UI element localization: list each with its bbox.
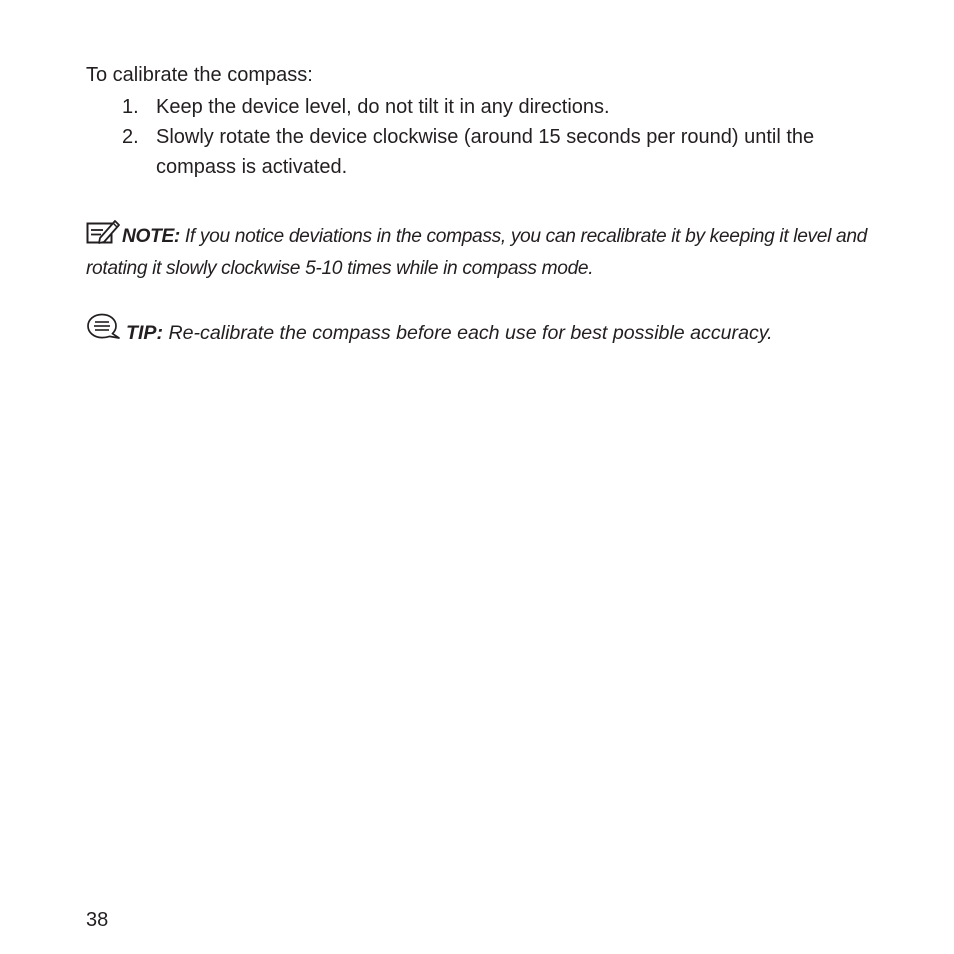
step-item [122,122,892,182]
step-text: Keep the device level, do not tilt it in any directions. [156,96,610,118]
speech-bubble-icon [86,312,124,350]
step-number: 1. [122,96,139,118]
tip-callout [86,312,886,350]
tip-label: TIP: [126,322,164,344]
calibration-steps [122,92,892,182]
note-label: NOTE: [122,226,180,247]
step-text: Slowly rotate the device clockwise (around 15 seconds per round) until the compass is activated. [156,126,815,178]
instruction-intro: To calibrate the compass: [86,64,313,86]
note-callout [86,219,886,283]
note-pencil-icon [86,219,120,254]
page-number: 38 [86,909,109,931]
step-item [122,92,892,122]
step-number: 2. [122,126,139,148]
note-text: If you notice deviations in the compass, you can recalibrate it by keeping it level and rotating it slowly clockwise 5-10 times while in compass mode. [86,226,867,279]
tip-text: Re-calibrate the compass before each use for best possible accuracy. [163,322,773,344]
